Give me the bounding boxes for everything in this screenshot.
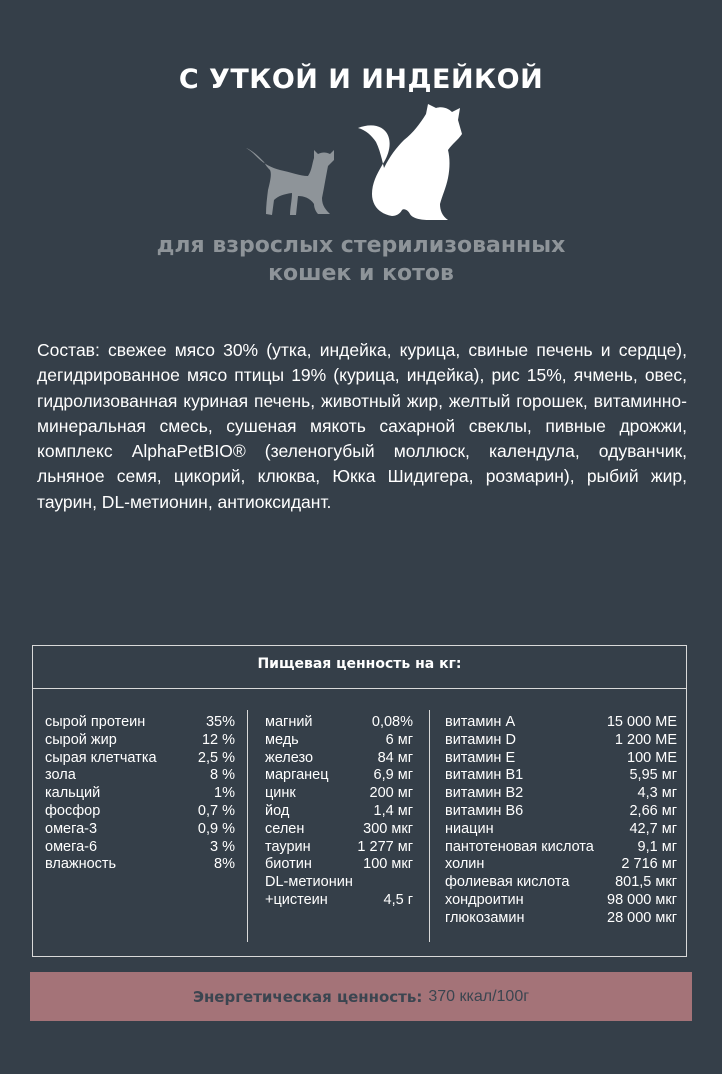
- nutrient-value: 8 %: [210, 767, 235, 784]
- composition-text: Состав: свежее мясо 30% (утка, индейка, курица, свиные печень и сердце), дегидрированное мясо птицы 19% (курица, индейка), рис 15%, ячмень, овес, гидролизованная куриная печень, животный жир, желтый горошек, витаминно-минеральная смесь, сушеная мякоть сахарной свеклы, пивные дрожжи, комплекс AlphaPetBIO® (зеленогубый моллюск, календула, одуванчик, льняное семя, цикорий, клюква, Юкка Шидигера, розмарин), рыбий жир, таурин, DL-метионин, антиоксидант.: [37, 340, 687, 512]
- nutrition-column-3: [445, 714, 677, 928]
- nutrient-value: 0,7 %: [197, 802, 235, 819]
- energy-value-bar: [30, 972, 692, 1021]
- subtitle-line-1: для взрослых стерилизованных: [156, 233, 566, 258]
- nutrient-name: таурин: [265, 838, 311, 855]
- nutrient-value: 1 200 МЕ: [614, 731, 677, 748]
- nutrient-value: 2 716 мг: [621, 856, 677, 873]
- nutrient-value: 100 мкг: [363, 856, 413, 873]
- nutrient-row: [445, 803, 677, 821]
- nutrient-name: фосфор: [45, 802, 101, 819]
- nutrient-row: [265, 714, 413, 732]
- nutrient-value: 200 мг: [369, 785, 413, 802]
- nutrient-name: холин: [445, 856, 485, 873]
- nutrient-name: витамин В2: [445, 785, 524, 802]
- nutrient-row: [445, 892, 677, 910]
- product-title: С УТКОЙ И ИНДЕЙКОЙ: [178, 64, 544, 95]
- nutrient-value: 9,1 мг: [637, 838, 677, 855]
- nutrient-row: [445, 714, 677, 732]
- nutrient-name: кальций: [45, 785, 101, 802]
- nutrient-value: 5,95 мг: [629, 767, 677, 784]
- nutrient-name: цинк: [265, 785, 296, 802]
- energy-label: Энергетическая ценность:: [192, 987, 423, 1006]
- nutrient-value: 2,5 %: [197, 749, 235, 766]
- nutrient-row: [45, 803, 235, 821]
- nutrient-name: витамин D: [445, 731, 516, 748]
- nutrient-value: 15 000 МЕ: [606, 714, 677, 730]
- nutrient-row: [45, 714, 235, 732]
- nutrient-value: 42,7 мг: [629, 820, 677, 837]
- nutrient-value: 0,9 %: [197, 820, 235, 837]
- nutrient-name: ниацин: [445, 820, 494, 837]
- nutrient-name: пантотеновая кислота: [445, 838, 594, 855]
- nutrient-row: [265, 732, 413, 750]
- nutrient-value: 4,3 мг: [637, 785, 677, 802]
- nutrient-value: 8%: [214, 856, 235, 873]
- nutrient-name: витамин В6: [445, 802, 524, 819]
- nutrient-value: 300 мкг: [363, 820, 413, 837]
- nutrient-row: [445, 821, 677, 839]
- nutrient-value: 1%: [214, 785, 235, 802]
- nutrient-value: 0,08%: [371, 714, 413, 730]
- nutrient-name: хондроитин: [445, 891, 524, 908]
- column-divider: [247, 710, 248, 942]
- nutrient-row: [445, 856, 677, 874]
- nutrient-row: [445, 732, 677, 750]
- nutrient-name: медь: [265, 731, 299, 748]
- nutrient-name: магний: [265, 714, 313, 730]
- nutrient-row: [445, 750, 677, 768]
- nutrient-value: 6,9 мг: [373, 767, 413, 784]
- nutrient-name: витамин Е: [445, 749, 516, 766]
- nutrient-row: [265, 892, 413, 910]
- nutrient-name: сырая клетчатка: [45, 749, 157, 766]
- nutrient-row: [45, 732, 235, 750]
- nutrient-row: [445, 910, 677, 928]
- nutrient-row: [265, 803, 413, 821]
- nutrition-table: [32, 645, 687, 957]
- nutrient-value: 1,4 мг: [373, 802, 413, 819]
- nutrient-name: DL-метионин: [265, 874, 353, 891]
- nutrient-value: 3 %: [210, 838, 235, 855]
- cats-illustration: [0, 0, 722, 240]
- nutrient-row: [445, 785, 677, 803]
- nutrient-name: сырой жир: [45, 731, 117, 748]
- nutrient-name: омега-6: [45, 838, 98, 855]
- nutrition-title: Пищевая ценность на кг:: [257, 656, 462, 672]
- nutrient-name: сырой протеин: [45, 714, 146, 730]
- nutrient-row: [445, 874, 677, 892]
- nutrient-value: 4,5 г: [383, 891, 413, 908]
- nutrient-name: +цистеин: [265, 891, 328, 908]
- nutrient-name: биотин: [265, 856, 312, 873]
- nutrient-value: 12 %: [201, 731, 235, 748]
- nutrient-value: 35%: [205, 714, 235, 730]
- nutrient-value: 801,5 мкг: [615, 874, 677, 891]
- nutrient-row: [265, 839, 413, 857]
- nutrient-value: 84 мг: [377, 749, 413, 766]
- nutrient-value: 28 000 мкг: [607, 909, 677, 926]
- nutrient-row: [45, 839, 235, 857]
- nutrient-row: [45, 856, 235, 874]
- nutrient-name: влажность: [45, 856, 117, 873]
- nutrient-value: 1 277 мг: [357, 838, 413, 855]
- small-cat-icon: [246, 148, 334, 215]
- nutrient-row: [45, 785, 235, 803]
- nutrient-row: [265, 767, 413, 785]
- nutrient-name: йод: [265, 802, 290, 819]
- nutrient-row: [265, 821, 413, 839]
- nutrient-row: [265, 750, 413, 768]
- subtitle-line-2: кошек и котов: [268, 261, 454, 286]
- nutrition-column-2: [265, 714, 413, 910]
- nutrient-row: [265, 856, 413, 874]
- nutrient-name: марганец: [265, 767, 329, 784]
- nutrient-name: омега-3: [45, 820, 98, 837]
- nutrient-row: [45, 750, 235, 768]
- nutrient-value: 98 000 мкг: [607, 891, 677, 908]
- nutrient-name: селен: [265, 820, 305, 837]
- nutrient-name: глюкозамин: [445, 909, 525, 926]
- nutrient-name: зола: [45, 767, 76, 784]
- nutrient-row: [265, 785, 413, 803]
- nutrient-row: [45, 821, 235, 839]
- nutrient-value: 2,66 мг: [629, 802, 677, 819]
- nutrient-name: витамин А: [445, 714, 516, 730]
- energy-value: 370 ккал/100г: [428, 987, 530, 1005]
- nutrient-row: [45, 767, 235, 785]
- nutrition-divider: [33, 688, 686, 689]
- nutrient-row: [445, 839, 677, 857]
- nutrient-name: витамин В1: [445, 767, 524, 784]
- nutrition-column-1: [45, 714, 235, 874]
- nutrient-name: железо: [265, 749, 314, 766]
- column-divider: [429, 710, 430, 942]
- nutrient-row: [445, 767, 677, 785]
- product-subtitle: [0, 232, 722, 288]
- nutrient-value: 6 мг: [385, 731, 413, 748]
- large-cat-icon: [358, 104, 462, 220]
- nutrient-name: фолиевая кислота: [445, 874, 570, 891]
- nutrient-value: 100 МЕ: [627, 749, 677, 766]
- nutrient-row: [265, 874, 413, 892]
